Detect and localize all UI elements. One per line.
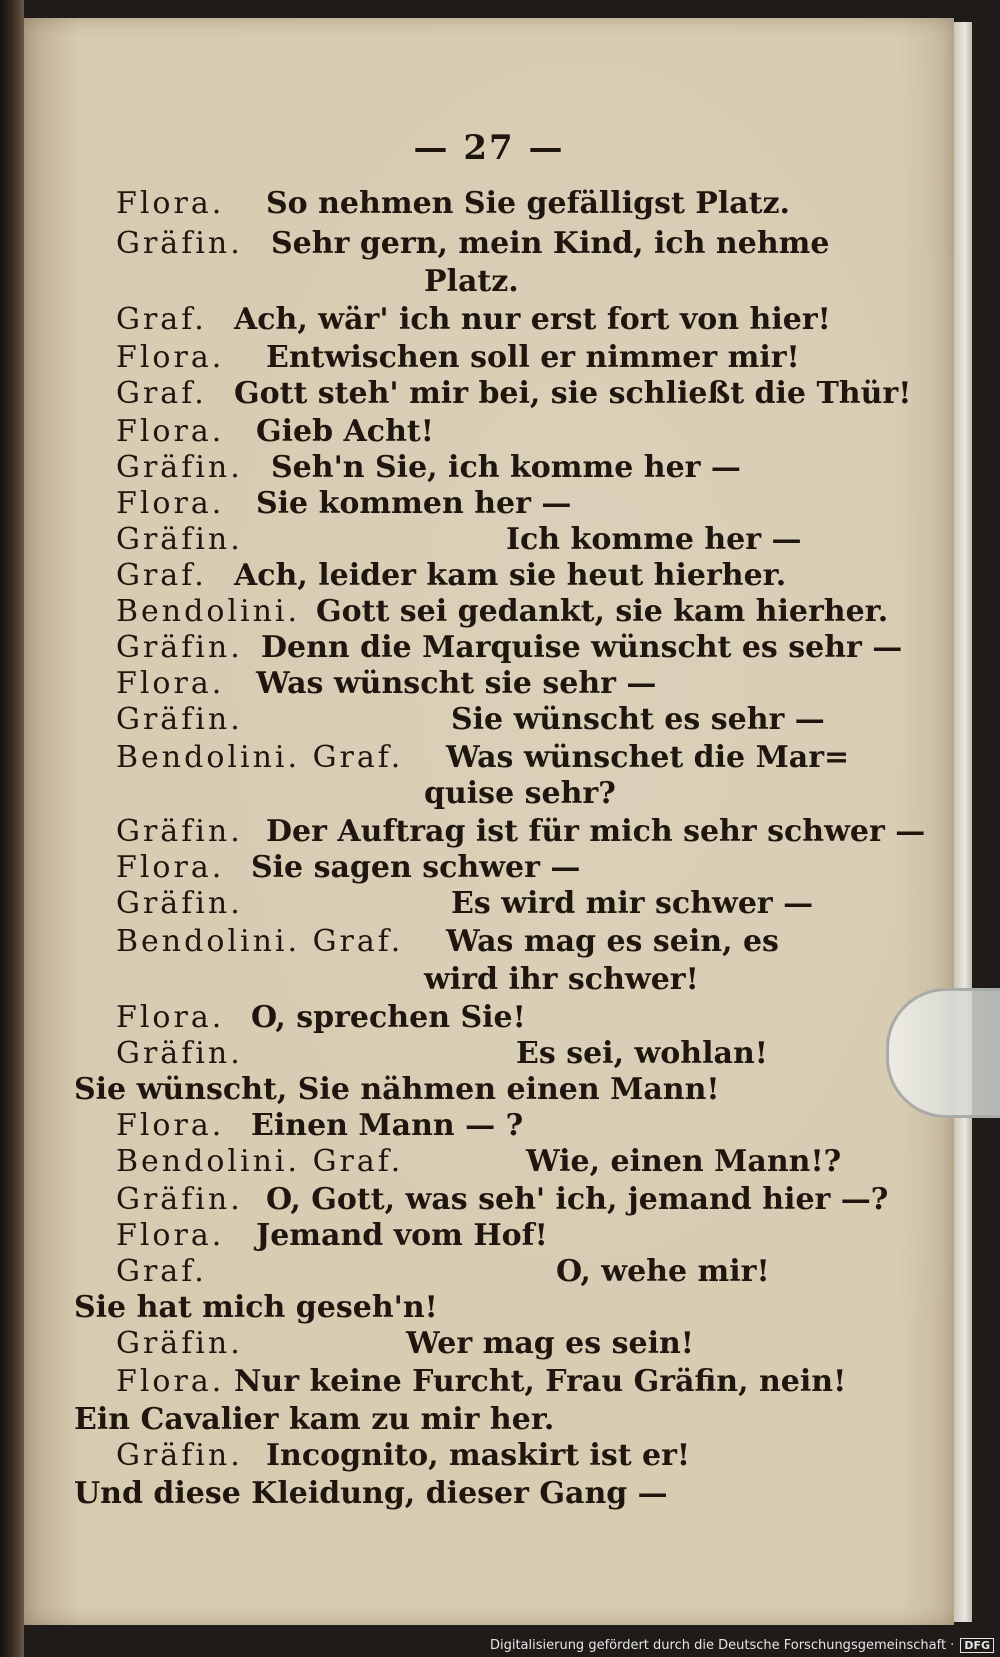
page-number: — 27 — — [413, 128, 565, 168]
text-line: Gräfin. O, Gott, was seh' ich, jemand hier —? — [116, 1182, 889, 1217]
text-line: Und diese Kleidung, dieser Gang — — [74, 1476, 668, 1511]
text-line: Gräfin. Der Auftrag ist für mich sehr schwer — — [116, 814, 926, 849]
text-line: Graf. Ach, wär' ich nur erst fort von hier! — [116, 302, 831, 337]
text-line: Bendolini. Gott sei gedankt, sie kam hierher. — [116, 594, 889, 629]
text-line: Gräfin. Wer mag es sein! — [116, 1326, 694, 1361]
text-line: Platz. — [424, 264, 519, 299]
text-line: Graf. Gott steh' mir bei, sie schließt die Thür! — [116, 376, 912, 411]
text-line: Gräfin. Sie wünscht es sehr — — [116, 702, 825, 737]
book-spine-edge — [0, 0, 24, 1657]
text-line: Gräfin. Es wird mir schwer — — [116, 886, 814, 921]
text-line: Ein Cavalier kam zu mir her. — [74, 1402, 555, 1437]
text-line: Flora. So nehmen Sie gefälligst Platz. — [116, 186, 791, 221]
text-line: Flora. O, sprechen Sie! — [116, 1000, 526, 1035]
text-line: Gräfin. Incognito, maskirt ist er! — [116, 1438, 691, 1473]
text-line: Bendolini. Graf. Wie, einen Mann!? — [116, 1144, 842, 1179]
text-line: Gräfin. Seh'n Sie, ich komme her — — [116, 450, 741, 485]
text-line: Flora. Was wünscht sie sehr — — [116, 666, 657, 701]
text-line: Flora. Gieb Acht! — [116, 414, 434, 449]
text-line: Gräfin. Ich komme her — — [116, 522, 802, 557]
page-clip — [886, 988, 1000, 1118]
text-line: Gräfin. Denn die Marquise wünscht es sehr — — [116, 630, 903, 665]
credit-text: Digitalisierung gefördert durch die Deutsche Forschungsgemeinschaft · — [489, 1638, 955, 1653]
text-line: Flora. Sie kommen her — — [116, 486, 572, 521]
text-line: Flora. Entwischen soll er nimmer mir! — [116, 340, 800, 375]
text-line: Gräfin. Sehr gern, mein Kind, ich nehme — [116, 226, 830, 261]
text-line: Graf. O, wehe mir! — [116, 1254, 770, 1289]
text-line: quise sehr? — [424, 776, 616, 811]
text-line: Flora. Nur keine Furcht, Frau Gräfin, nein! — [116, 1364, 847, 1399]
text-line: Bendolini. Graf. Was wünschet die Mar= — [116, 740, 850, 775]
text-line: Sie wünscht, Sie nähmen einen Mann! — [74, 1072, 720, 1107]
text-line: Flora. Einen Mann — ? — [116, 1108, 524, 1143]
text-line: Flora. Jemand vom Hof! — [116, 1218, 548, 1253]
text-line: Sie hat mich geseh'n! — [74, 1290, 438, 1325]
book-page — [24, 18, 954, 1625]
text-line: wird ihr schwer! — [424, 962, 699, 997]
digitization-credit — [490, 1638, 994, 1653]
text-line: Flora. Sie sagen schwer — — [116, 850, 581, 885]
page-stack-edge — [954, 22, 972, 1622]
text-line: Bendolini. Graf. Was mag es sein, es — [116, 924, 779, 959]
text-line: Graf. Ach, leider kam sie heut hierher. — [116, 558, 787, 593]
dfg-logo: DFG — [960, 1638, 994, 1653]
text-line: Gräfin. Es sei, wohlan! — [116, 1036, 768, 1071]
